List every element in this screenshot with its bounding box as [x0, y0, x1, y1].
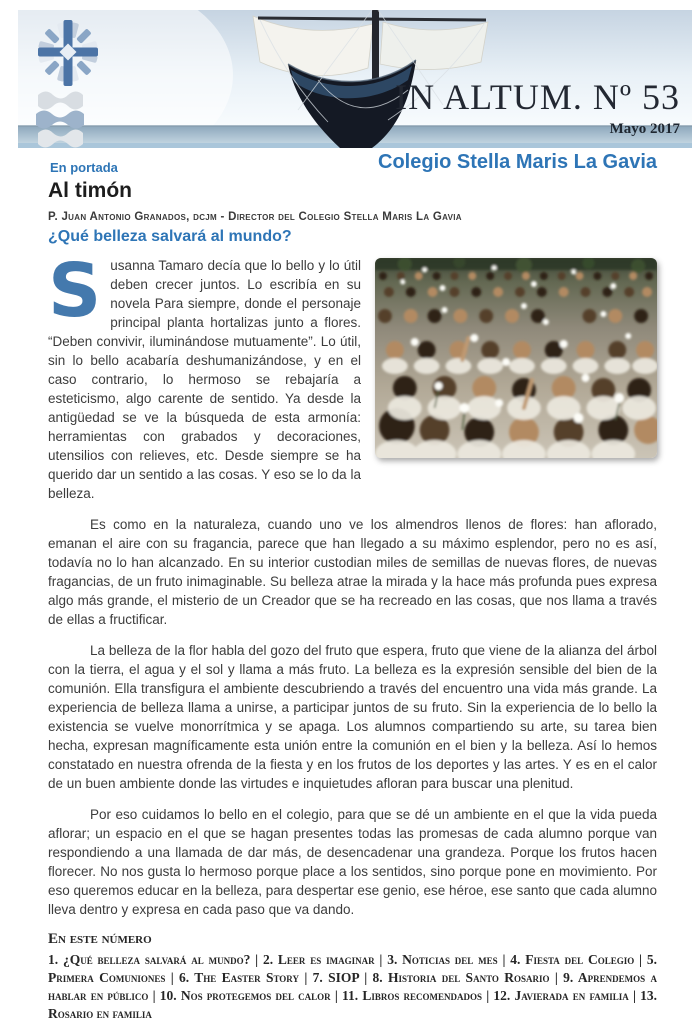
school-name: Colegio Stella Maris La Gavia	[378, 151, 657, 173]
toc-heading: En este número	[48, 931, 152, 947]
cover-photo	[375, 258, 657, 458]
masthead	[395, 78, 680, 138]
paragraph-1-text: usanna Tamaro decía que lo bello y lo útil deben crecer juntos. Lo escribía en su novela Para siempre, donde el personaje principal planta hortalizas junto a flores. “Deben convivir, iluminándose mutuamente”. Lo útil, sin lo bello acabaría deshumanizándose, y en el caso contrario, lo hermoso se rebajaría a esteticismo, algo carente de sentido. Ya desde la antigüedad se ve la búsqueda de esta armonía: herramientas con grabados y decoraciones, utensilios con relieves, etc. Desde siempre se ha querido dar un sentido a las cosas. Y eso se lo da la belleza.	[48, 258, 361, 501]
toc-section	[48, 931, 657, 1023]
header-banner	[18, 10, 692, 148]
waves-icon	[36, 92, 84, 148]
paragraph-4: Por eso cuidamos lo bello en el colegio, para que se dé un ambiente en el que la vida pueda aflorar; un espacio en el que se hagan presentes todas las promesas de cada alumno porque van respondiendo a una llamada de dar más, de desencadenar una grandeza. Porque los frutos hacen florecer. No nos gusta lo hermoso porque place a los sentidos, sino porque pone en movimiento. Por eso queremos educar en la belleza, para despertar ese genio, ese héroe, ese santo que cada alumno lleva dentro y expresa en cada paso que va dando.	[48, 807, 657, 917]
section-label: En portada	[50, 160, 118, 175]
issue-date: Mayo 2017	[609, 121, 680, 137]
article-body	[48, 248, 657, 1023]
dropcap: S	[48, 248, 102, 334]
paragraph-3: La belleza de la flor habla del gozo del fruto que espera, fruto que viene de la alianza del árbol con la tierra, el agua y el sol y llama a más fruto. La belleza es la expresión sensible del bien de la comunión. Ella transfigura el ambiente descubriendo a través del encuentro una vida más grande. La experiencia de belleza llama a unirse, a participar juntos de su fruto. Sin la experiencia de lo bello la existencia se vuelve monorrítmica y se apaga. Los alumnos compartiendo su arte, su tarea bien hecha, expresan magníficamente esta unión entre la comunión en el bien y la belleza. Así lo hemos constatado en nuestra ofrenda de la fiesta y en los frutos de los deportes y las artes. Y es en el calor de un buen ambiente donde las virtudes e inquietudes afloran para buscar una plenitud.	[48, 643, 657, 791]
toc-list: 1. ¿Qué belleza salvará al mundo? | 2. Leer es imaginar | 3. Noticias del mes | 4. Fiesta del Colegio | 5. Primera Comuniones | 6. The Easter Story | 7. SIOP | 8. Historia del Santo Rosario | 9. Aprendemos a hablar en público | 10. Nos protegemos del calor | 11. Libros recomendados | 12. Javierada en familia | 13. Rosario en familia	[48, 952, 657, 1021]
article-subtitle: ¿Qué belleza salvará al mundo?	[48, 228, 292, 245]
article-byline: P. Juan Antonio Granados, dcjm - Director del Colegio Stella Maris La Gavia	[48, 211, 462, 223]
children-flowers-illustration	[375, 258, 657, 458]
paragraph-2: Es como en la naturaleza, cuando uno ve los almendros llenos de flores: han aflorado, emanan el aire con su fragancia, parece que han llegado a su máximo esplendor, pero no es así, todavía no lo han alcanzado. En su interior custodian miles de semillas de nuevas flores, de nuevas fragancias, de un fruto inimaginable. Su belleza atrae la mirada y la hace más profunda pues expresa algo más grande, el misterio de un Creador que se ha recreado en las cosas, que nos llama a través de ellas a fructificar.	[48, 517, 657, 627]
article-title: Al timón	[48, 179, 132, 202]
newsletter-title: IN ALTUM. Nº 53	[395, 77, 680, 117]
